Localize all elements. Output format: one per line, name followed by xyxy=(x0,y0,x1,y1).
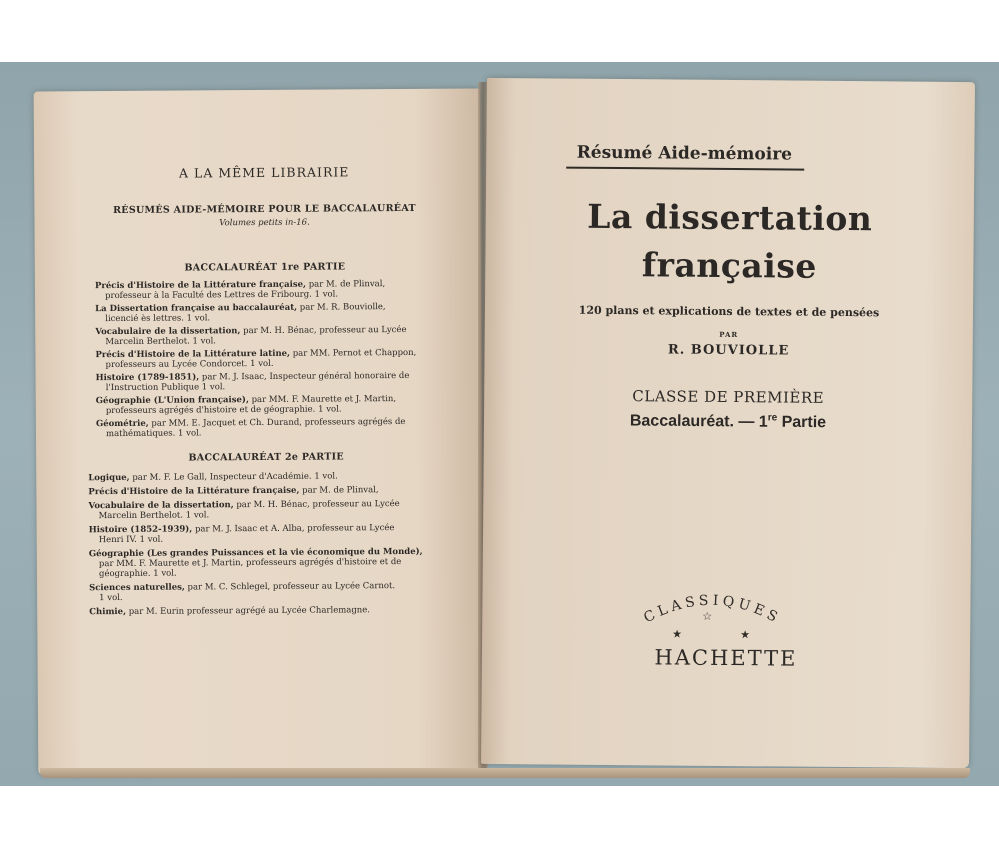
list-item: Géographie (L'Union française), par MM. F. Maurette et J. Martin, professeurs agrégés d'histoire et de géographie. 1 vol. xyxy=(95,394,397,417)
publisher-arc-text: CLASSIQUES xyxy=(641,592,784,628)
page-edges xyxy=(40,768,970,778)
list-item: Chimie, par M. Eurin professeur agrégé au Lycée Charlemagne. xyxy=(89,605,371,618)
par-label: PAR xyxy=(719,329,739,340)
series-title: RÉSUMÉS AIDE-MÉMOIRE POUR LE BACCALAURÉAT xyxy=(113,202,416,217)
publisher-name: HACHETTE xyxy=(654,645,798,671)
list-item: Logique, par M. F. Le Gall, Inspecteur d'Académie. 1 vol. xyxy=(88,471,338,484)
series-label: Résumé Aide-mémoire xyxy=(576,142,793,165)
book-title-line1: La dissertation xyxy=(587,196,873,239)
title-page xyxy=(487,78,975,671)
list-item: Histoire (1789-1851), par M. J. Isaac, Inspecteur général honoraire de l'Instruction Publique 1 vol. xyxy=(95,370,410,394)
list-item: Sciences naturelles, par M. C. Schlegel, professeur au Lycée Carnot. 1 vol. xyxy=(89,581,396,604)
list-item: Histoire (1852-1939), par M. J. Isaac et A. Alba, professeur au Lycée Henri IV. 1 vol. xyxy=(88,523,395,546)
section1-heading: BACCALAURÉAT 1re PARTIE xyxy=(184,261,346,274)
right-page xyxy=(481,78,975,768)
book-subtitle: 120 plans et explications de textes et de pensées xyxy=(578,303,880,320)
list-item: La Dissertation française au baccalauréat, par M. R. Bouviolle, licencié ès lettres. 1 vol. xyxy=(95,302,386,325)
series-note: Volumes petits in-16. xyxy=(219,217,310,229)
svg-text:CLASSIQUES xyxy=(641,592,783,627)
list-item: Géographie (Les grandes Puissances et la vie économique du Monde), par MM. F. Maurette et J. Martin, professeurs agrégés d'histoire et de géographie. 1 vol. xyxy=(88,546,423,580)
list-item: Précis d'Histoire de la Littérature française, par M. de Plinval, professeur à la Faculté des Lettres de Fribourg. 1 vol. xyxy=(94,279,386,302)
list-item: Précis d'Histoire de la Littérature latine, par MM. Pernot et Chappon, professeurs au Lycée Condorcet. 1 vol. xyxy=(95,347,417,371)
librairie-header: A LA MÊME LIBRAIRIE xyxy=(178,164,350,181)
list-item: Vocabulaire de la dissertation, par M. H. Bénac, professeur au Lycée Marcelin Berthelot. 1 vol. xyxy=(95,324,407,348)
bac-label: Baccalauréat. — 1re Partie xyxy=(629,412,827,432)
publisher-logo-arc xyxy=(612,579,813,651)
left-page xyxy=(34,88,485,775)
series-underline xyxy=(566,167,804,171)
section2-heading: BACCALAURÉAT 2e PARTIE xyxy=(188,451,344,464)
list-item: Vocabulaire de la dissertation, par M. H. Bénac, professeur au Lycée Marcelin Berthelot. 1 vol. xyxy=(88,499,400,522)
star-icon: ★ xyxy=(740,628,751,642)
author-name: R. BOUVIOLLE xyxy=(667,342,790,359)
class-label: CLASSE DE PREMIÈRE xyxy=(632,387,825,407)
list-item: Précis d'Histoire de la Littérature française, par M. de Plinval, xyxy=(88,485,379,498)
book-title-line2: française xyxy=(641,245,818,286)
star-icon: ☆ xyxy=(702,609,713,623)
left-page-content xyxy=(64,89,464,618)
list-item: Géométrie, par MM. E. Jacquet et Ch. Durand, professeurs agrégés de mathématiques. 1 vol. xyxy=(95,416,406,440)
photo-background xyxy=(0,62,999,786)
star-icon: ★ xyxy=(672,627,683,641)
